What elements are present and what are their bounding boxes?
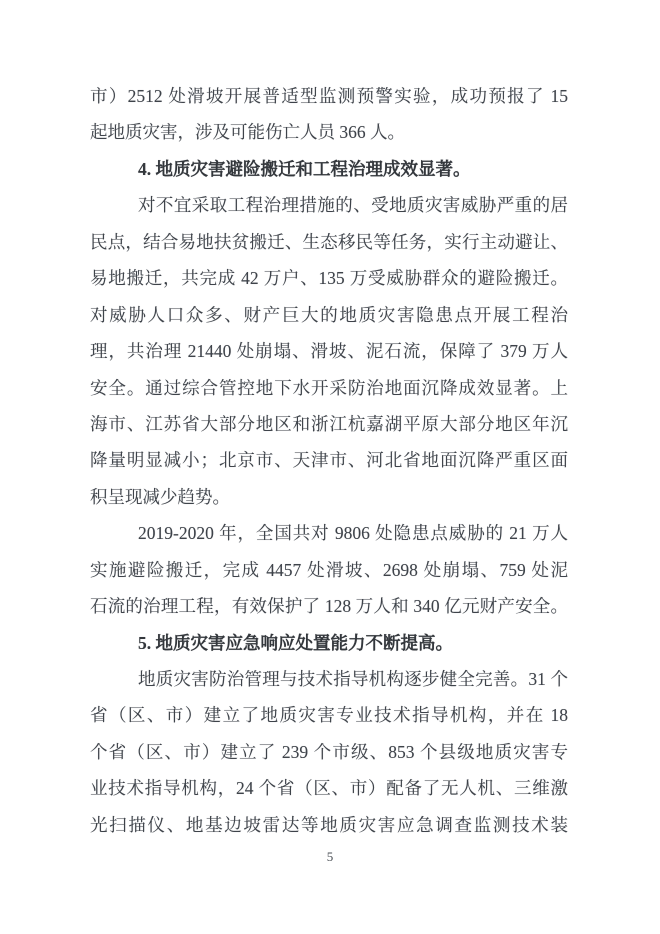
text-line: 海市、江苏省大部分地区和浙江杭嘉湖平原大部分地区年沉 (90, 413, 568, 434)
text-line: 个省（区、市）建立了 239 个市级、853 个县级地质灾害专 (90, 741, 568, 762)
text-line: 省（区、市）建立了地质灾害专业技术指导机构，并在 18 (90, 705, 568, 726)
text-line: 实施避险搬迁，完成 4457 处滑坡、2698 处崩塌、759 处泥 (90, 559, 568, 580)
text-line: 地质灾害防治管理与技术指导机构逐步健全完善。31 个 (138, 669, 568, 689)
text-line: 业技术指导机构，24 个省（区、市）配备了无人机、三维激 (90, 778, 568, 799)
text-line: 易地搬迁，共完成 42 万户、135 万受威胁群众的避险搬迁。 (90, 268, 568, 289)
section-heading-5: 5. 地质灾害应急响应处置能力不断提高。 (138, 632, 453, 653)
text-line: 降量明显减小；北京市、天津市、河北省地面沉降严重区面 (90, 450, 568, 471)
text-line: 理，共治理 21440 处崩塌、滑坡、泥石流，保障了 379 万人 (90, 341, 568, 362)
text-line: 市）2512 处滑坡开展普适型监测预警实验，成功预报了 15 (90, 86, 568, 106)
text-line: 对威胁人口众多、财产巨大的地质灾害隐患点开展工程治 (90, 304, 568, 325)
section-heading-4: 4. 地质灾害避险搬迁和工程治理成效显著。 (138, 158, 471, 179)
document-text-block (90, 78, 568, 843)
text-line: 对不宜采取工程治理措施的、受地质灾害威胁严重的居 (138, 195, 568, 216)
page-number: 5 (326, 849, 334, 864)
text-line: 2019-2020 年，全国共对 9806 处隐患点威胁的 21 万人 (138, 523, 568, 544)
text-line: 光扫描仪、地基边坡雷达等地质灾害应急调查监测技术装 (90, 814, 568, 835)
text-line: 起地质灾害，涉及可能伤亡人员 366 人。 (90, 122, 405, 143)
text-line: 民点，结合易地扶贫搬迁、生态移民等任务，实行主动避让、 (90, 231, 568, 252)
text-line: 安全。通过综合管控地下水开采防治地面沉降成效显著。上 (90, 377, 568, 398)
text-line: 积呈现减少趋势。 (90, 486, 230, 507)
text-line: 石流的治理工程，有效保护了 128 万人和 340 亿元财产安全。 (90, 596, 568, 617)
